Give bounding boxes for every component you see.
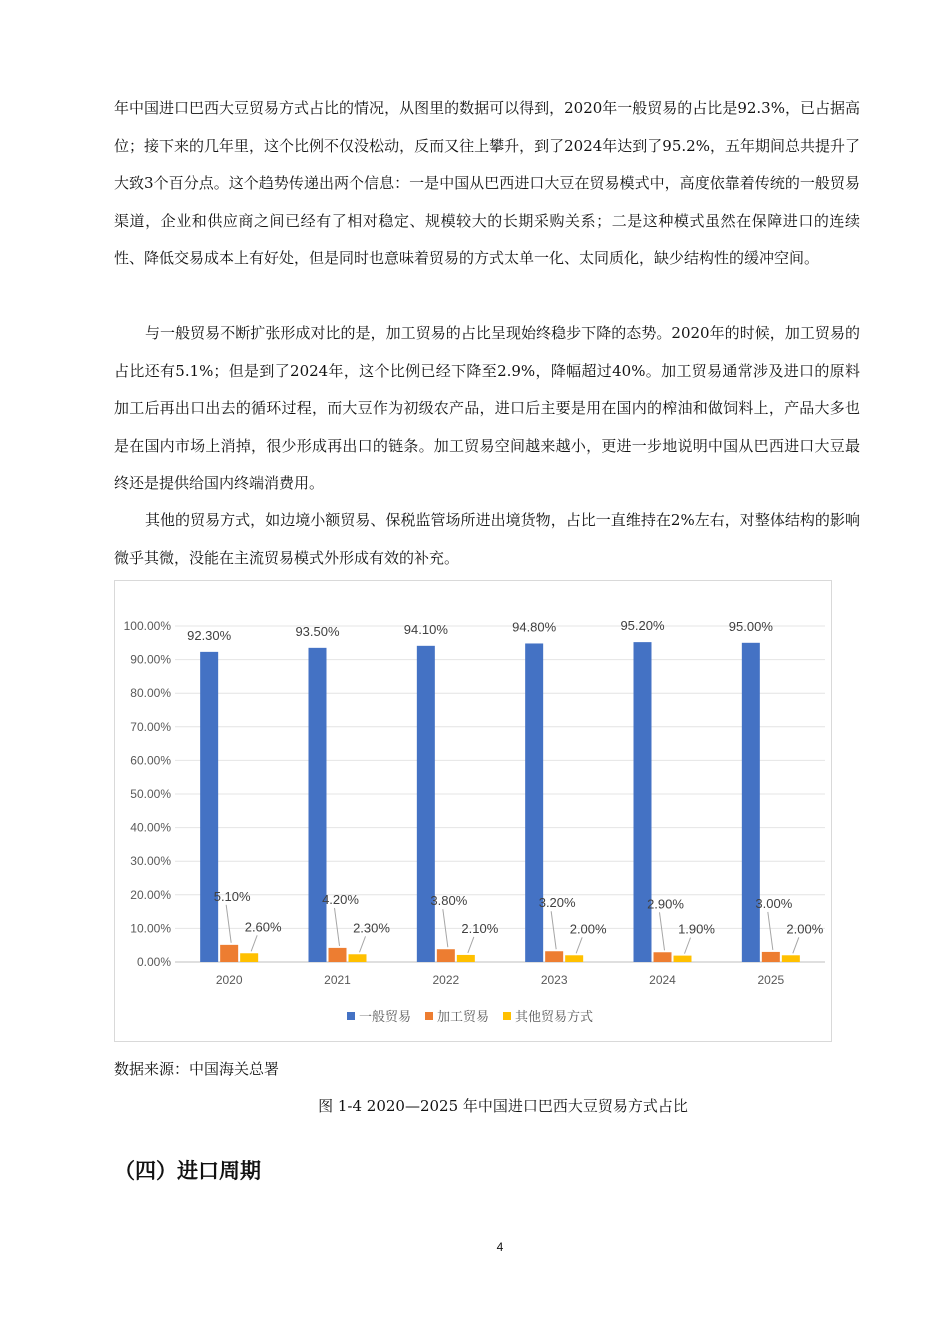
data-label: 3.80% bbox=[430, 893, 468, 909]
chart-svg bbox=[115, 581, 831, 1041]
y-tick-label: 40.00% bbox=[130, 820, 171, 835]
data-label: 1.90% bbox=[678, 921, 715, 937]
bar-加工贸易-2023 bbox=[545, 951, 563, 962]
x-tick-label: 2021 bbox=[324, 973, 351, 987]
data-label-leader bbox=[226, 905, 231, 943]
x-tick-label: 2024 bbox=[649, 973, 676, 987]
data-label: 2.10% bbox=[461, 920, 499, 936]
bar-一般贸易-2025 bbox=[742, 643, 760, 962]
data-label-leader bbox=[660, 912, 665, 950]
bar-加工贸易-2022 bbox=[437, 949, 455, 962]
y-tick-label: 30.00% bbox=[130, 854, 171, 869]
bar-其他贸易方式-2025 bbox=[782, 955, 800, 962]
data-label-leader bbox=[468, 937, 474, 953]
data-label: 4.20% bbox=[322, 891, 359, 907]
legend-swatch bbox=[503, 1012, 511, 1020]
y-tick-label: 80.00% bbox=[130, 686, 171, 701]
y-tick-label: 20.00% bbox=[130, 887, 171, 902]
data-label-leader bbox=[793, 937, 799, 953]
bar-加工贸易-2025 bbox=[762, 952, 780, 962]
y-tick-label: 100.00% bbox=[123, 619, 171, 633]
data-label: 94.80% bbox=[512, 619, 557, 635]
bar-一般贸易-2021 bbox=[309, 648, 327, 962]
page-number: 4 bbox=[496, 1240, 504, 1254]
figure-caption: 图 1-4 2020—2025 年中国进口巴西大豆贸易方式占比 bbox=[318, 1097, 688, 1115]
bar-加工贸易-2024 bbox=[654, 952, 672, 962]
legend-entry: 加工贸易 bbox=[437, 1010, 490, 1025]
data-label: 3.20% bbox=[538, 895, 576, 911]
section-heading: （四）进口周期 bbox=[114, 1158, 261, 1183]
grid-layer bbox=[175, 623, 825, 962]
trade-mode-chart bbox=[114, 580, 832, 1042]
legend bbox=[347, 1009, 593, 1025]
body-paragraph-3: 其他的贸易方式，如边境小额贸易、保税监管场所进出境货物，占比一直维持在2%左右，对整体结构的影响微乎其微，没能在主流贸易模式外形成有效的补充。 bbox=[114, 511, 860, 567]
bar-一般贸易-2020 bbox=[200, 652, 218, 962]
data-label-leader bbox=[360, 936, 366, 952]
data-label: 5.10% bbox=[213, 888, 251, 904]
data-label-leader bbox=[551, 911, 556, 949]
bar-一般贸易-2023 bbox=[525, 643, 543, 962]
bar-一般贸易-2024 bbox=[634, 642, 652, 962]
bar-加工贸易-2020 bbox=[220, 945, 238, 962]
data-label: 95.00% bbox=[728, 618, 773, 634]
bar-其他贸易方式-2022 bbox=[457, 955, 475, 962]
y-tick-label: 50.00% bbox=[130, 787, 171, 801]
data-label: 3.00% bbox=[755, 895, 793, 911]
data-label: 92.30% bbox=[187, 627, 232, 643]
data-label-leader bbox=[335, 908, 340, 946]
legend-swatch bbox=[425, 1012, 433, 1020]
legend-swatch bbox=[347, 1012, 355, 1020]
data-label: 2.00% bbox=[786, 921, 824, 937]
data-label-leader bbox=[576, 937, 582, 953]
y-tick-label: 90.00% bbox=[130, 652, 171, 667]
bar-加工贸易-2021 bbox=[329, 948, 347, 962]
bar-其他贸易方式-2021 bbox=[349, 954, 367, 962]
data-label: 2.60% bbox=[244, 919, 282, 935]
data-label: 2.90% bbox=[647, 896, 684, 912]
data-label-leader bbox=[768, 912, 773, 950]
x-tick-label: 2020 bbox=[215, 973, 243, 987]
y-tick-label: 0.00% bbox=[136, 955, 171, 969]
body-paragraph-2: 与一般贸易不断扩张形成对比的是，加工贸易的占比呈现始终稳步下降的态势。2020年的时候，加工贸易的占比还有5.1%；但是到了2024年，这个比例已经下降至2.9%，降幅超过40%。加工贸易通常涉及进口的原料加工后再出口出去的循环过程，而大豆作为初级农产品，进口后主要是用在国内的榨油和做饲料上，产品大多也是在国内市场上消掉，很少形成再出口的链条。加工贸易空间越来越小，更进一步地说明中国从巴西进口大豆最终还是提供给国内终端消费用。 bbox=[114, 324, 860, 492]
x-tick-label: 2022 bbox=[432, 973, 460, 987]
bar-layer bbox=[200, 642, 800, 962]
body-paragraph-1: 年中国进口巴西大豆贸易方式占比的情况，从图里的数据可以得到，2020年一般贸易的占比是92.3%，已占据高位；接下来的几年里，这个比例不仅没松动，反而又往上攀升，到了2024年达到了95.2%，五年期间总共提升了大致3个百分点。这个趋势传递出两个信息：一是中国从巴西进口大豆在贸易模式中，高度依靠着传统的一般贸易渠道，企业和供应商之间已经有了相对稳定、规模较大的长期采购关系；二是这种模式虽然在保障进口的连续性、降低交易成本上有好处，但是同时也意味着贸易的方式太单一化、太同质化，缺少结构性的缓冲空间。 bbox=[114, 99, 860, 267]
data-label: 2.30% bbox=[353, 920, 390, 936]
bar-一般贸易-2022 bbox=[417, 646, 435, 962]
data-label-leader bbox=[251, 935, 257, 951]
legend-entry: 其他贸易方式 bbox=[515, 1010, 594, 1025]
data-label-leader bbox=[685, 938, 691, 954]
y-tick-label: 70.00% bbox=[130, 719, 171, 734]
bar-其他贸易方式-2023 bbox=[565, 955, 583, 962]
legend-entry: 一般贸易 bbox=[359, 1010, 412, 1025]
x-tick-label: 2025 bbox=[757, 973, 785, 987]
data-label: 95.20% bbox=[620, 618, 665, 634]
data-label-layer bbox=[187, 618, 824, 953]
data-label: 94.10% bbox=[403, 621, 448, 637]
data-label: 93.50% bbox=[295, 623, 340, 639]
bar-其他贸易方式-2024 bbox=[674, 956, 692, 962]
x-tick-label: 2023 bbox=[540, 973, 568, 987]
data-label: 2.00% bbox=[569, 921, 607, 937]
bar-其他贸易方式-2020 bbox=[240, 953, 258, 962]
source-note: 数据来源：中国海关总署 bbox=[114, 1060, 280, 1078]
y-tick-label: 10.00% bbox=[130, 921, 171, 936]
y-tick-label: 60.00% bbox=[130, 753, 171, 768]
